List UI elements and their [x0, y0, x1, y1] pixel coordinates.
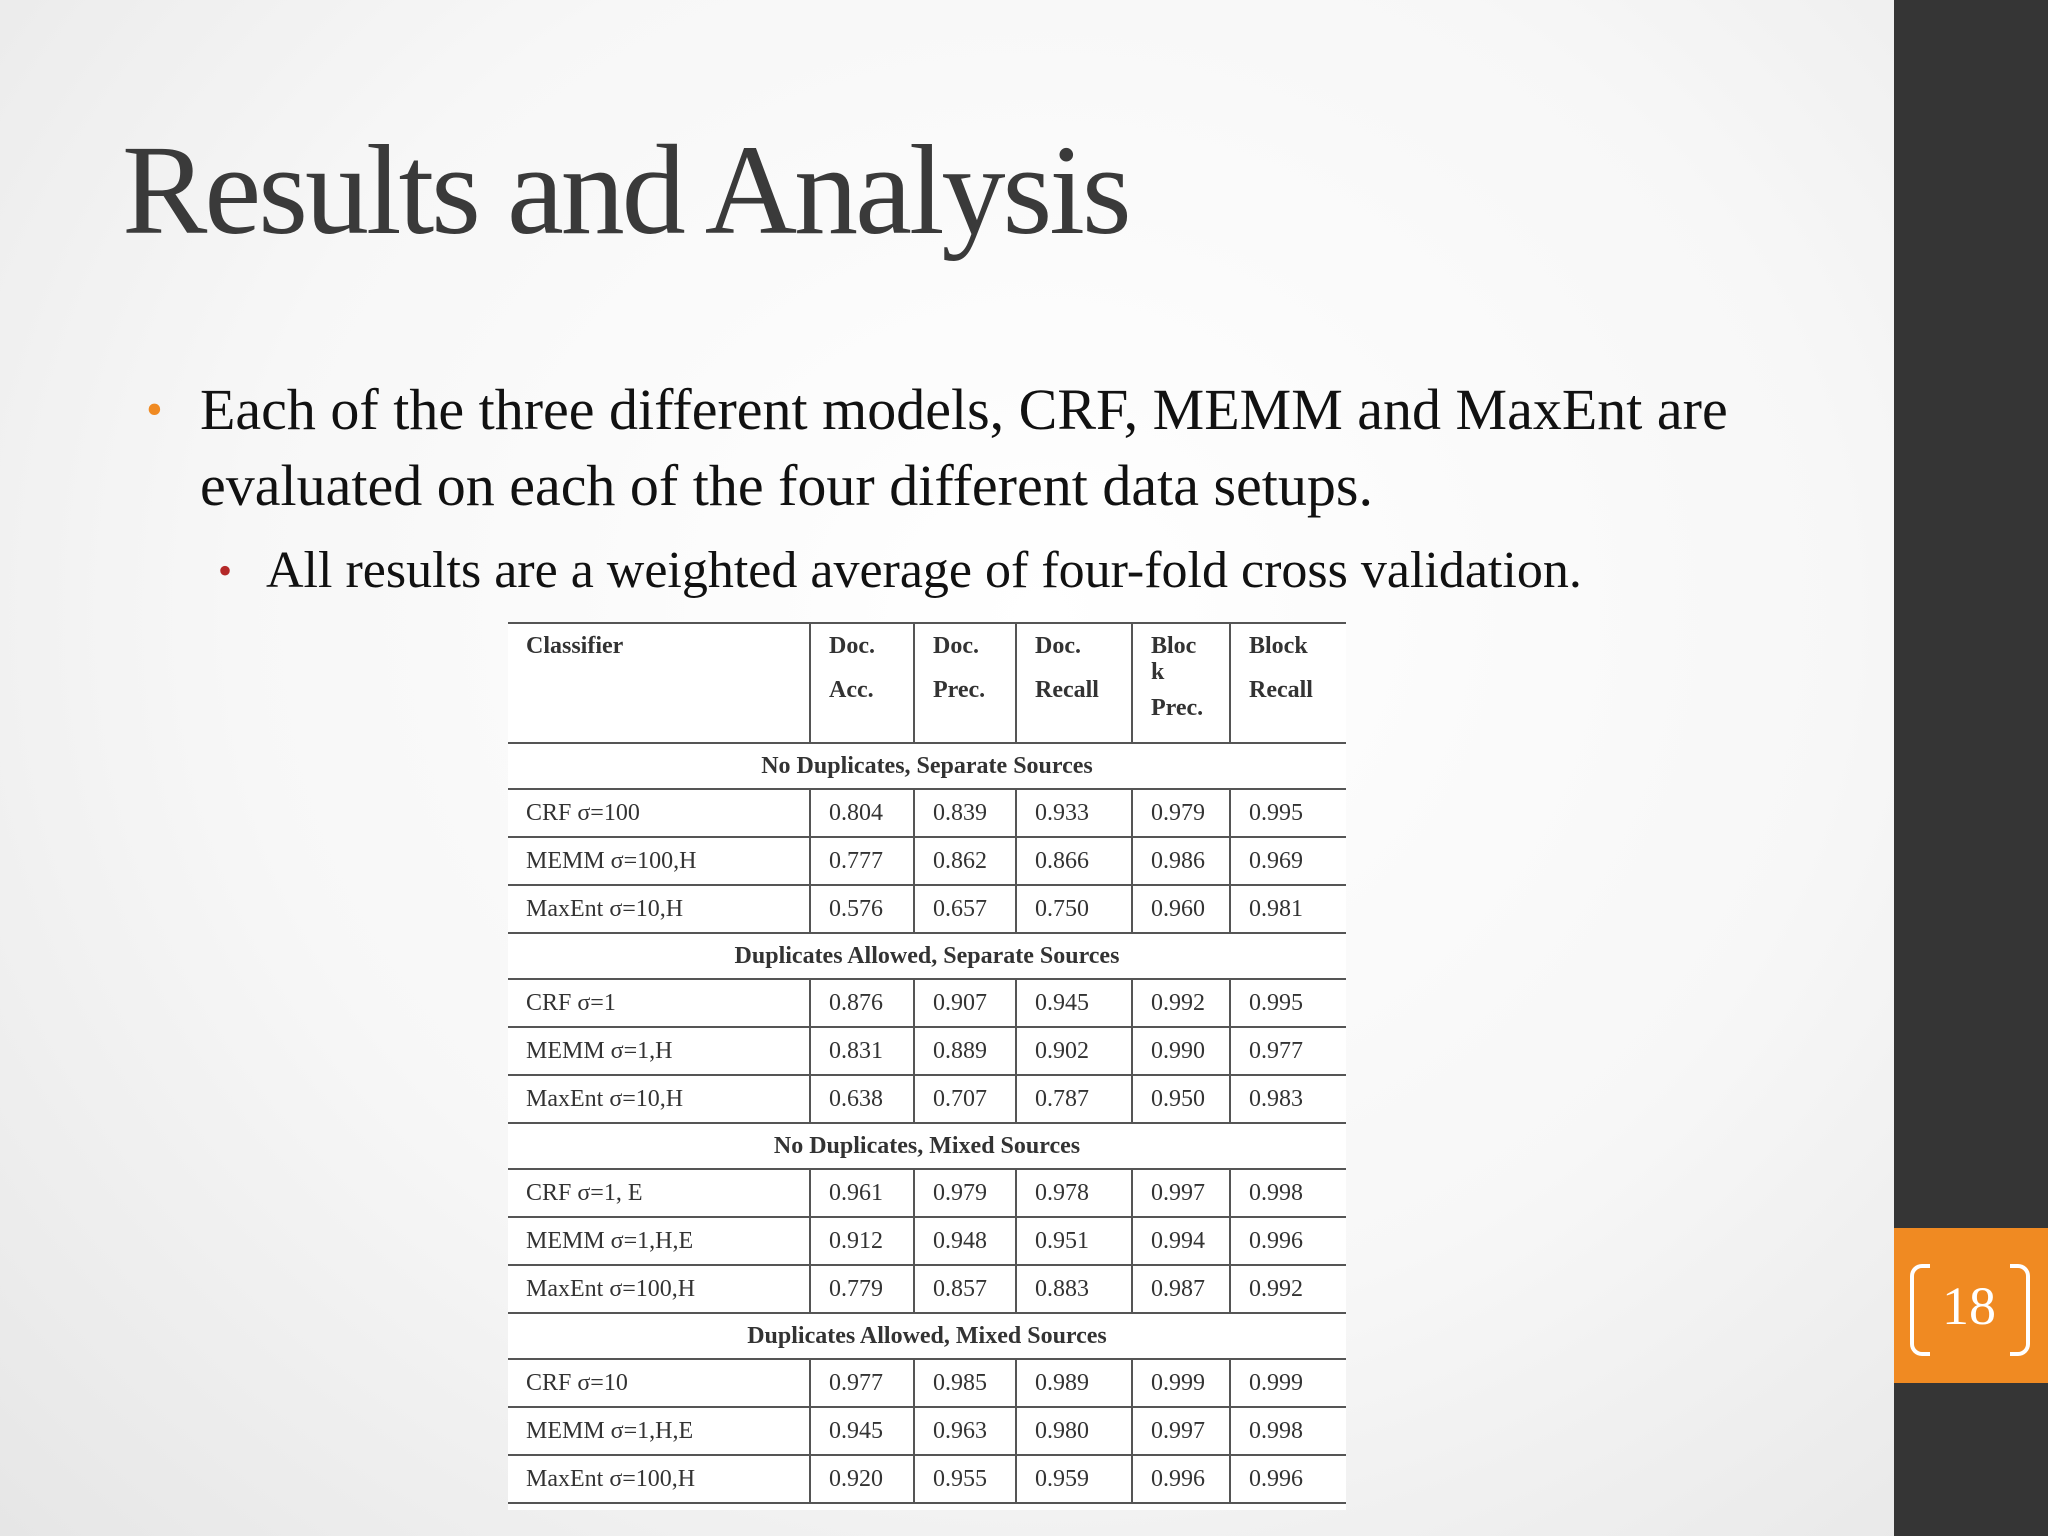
metric-cell: 0.945 [1016, 979, 1132, 1027]
metric-cell: 0.787 [1016, 1075, 1132, 1123]
classifier-cell: MaxEnt σ=100,H [508, 1265, 810, 1313]
metric-cell: 0.839 [914, 789, 1016, 837]
table-row [508, 1169, 1346, 1217]
classifier-cell: CRF σ=100 [508, 789, 810, 837]
table-row [508, 885, 1346, 933]
metric-cell: 0.997 [1132, 1169, 1230, 1217]
right-bracket-icon [2010, 1264, 2030, 1356]
metric-cell: 0.638 [810, 1075, 914, 1123]
metric-cell: 0.969 [1230, 837, 1346, 885]
metric-cell: 0.980 [1016, 1407, 1132, 1455]
classifier-cell: CRF σ=1 [508, 979, 810, 1027]
metric-cell: 0.707 [914, 1075, 1016, 1123]
table-row [508, 1407, 1346, 1455]
metric-cell: 0.889 [914, 1027, 1016, 1075]
bullet-icon: • [146, 383, 163, 436]
metric-cell: 0.992 [1230, 1265, 1346, 1313]
metric-cell: 0.750 [1016, 885, 1132, 933]
classifier-cell: MEMM σ=100,H [508, 837, 810, 885]
metric-cell: 0.920 [810, 1455, 914, 1503]
classifier-cell: MEMM σ=1,H [508, 1027, 810, 1075]
section-title: No Duplicates, Separate Sources [508, 743, 1346, 789]
table-row [508, 1265, 1346, 1313]
metric-cell: 0.912 [810, 1217, 914, 1265]
classifier-cell: MEMM σ=1,H,E [508, 1407, 810, 1455]
bullet-point: Each of the three different models, CRF, MEMM and MaxEnt are evaluated on each of the four different data setups. [200, 377, 1728, 518]
classifier-cell: CRF σ=10 [508, 1359, 810, 1407]
results-table [508, 622, 1346, 1504]
section-title: Duplicates Allowed, Mixed Sources [508, 1313, 1346, 1359]
section-header-row [508, 743, 1346, 789]
metric-cell: 0.977 [1230, 1027, 1346, 1075]
section-title: Duplicates Allowed, Separate Sources [508, 933, 1346, 979]
metric-cell: 0.994 [1132, 1217, 1230, 1265]
metric-cell: 0.804 [810, 789, 914, 837]
metric-cell: 0.945 [810, 1407, 914, 1455]
metric-cell: 0.866 [1016, 837, 1132, 885]
metric-cell: 0.576 [810, 885, 914, 933]
metric-cell: 0.996 [1132, 1455, 1230, 1503]
metric-cell: 0.998 [1230, 1169, 1346, 1217]
metric-cell: 0.990 [1132, 1027, 1230, 1075]
metric-cell: 0.995 [1230, 789, 1346, 837]
classifier-cell: MaxEnt σ=10,H [508, 885, 810, 933]
metric-cell: 0.948 [914, 1217, 1016, 1265]
sub-bullet-icon: • [218, 548, 233, 593]
metric-cell: 0.986 [1132, 837, 1230, 885]
metric-cell: 0.963 [914, 1407, 1016, 1455]
table-row [508, 979, 1346, 1027]
metric-cell: 0.961 [810, 1169, 914, 1217]
section-header-row [508, 933, 1346, 979]
header-block-prec: Bloc k Prec. [1132, 623, 1230, 743]
metric-cell: 0.959 [1016, 1455, 1132, 1503]
metric-cell: 0.902 [1016, 1027, 1132, 1075]
metric-cell: 0.933 [1016, 789, 1132, 837]
metric-cell: 0.657 [914, 885, 1016, 933]
metric-cell: 0.950 [1132, 1075, 1230, 1123]
metric-cell: 0.978 [1016, 1169, 1132, 1217]
metric-cell: 0.831 [810, 1027, 914, 1075]
metric-cell: 0.951 [1016, 1217, 1132, 1265]
header-classifier: Classifier [508, 623, 810, 743]
metric-cell: 0.998 [1230, 1407, 1346, 1455]
metric-cell: 0.995 [1230, 979, 1346, 1027]
page-number: 18 [1942, 1276, 1996, 1336]
metric-cell: 0.979 [1132, 789, 1230, 837]
page-number-tab [1894, 1228, 2048, 1383]
metric-cell: 0.979 [914, 1169, 1016, 1217]
metric-cell: 0.777 [810, 837, 914, 885]
metric-cell: 0.992 [1132, 979, 1230, 1027]
metric-cell: 0.876 [810, 979, 914, 1027]
section-header-row [508, 1123, 1346, 1169]
classifier-cell: CRF σ=1, E [508, 1169, 810, 1217]
header-doc-prec: Doc. Prec. [914, 623, 1016, 743]
metric-cell: 0.989 [1016, 1359, 1132, 1407]
metric-cell: 0.977 [810, 1359, 914, 1407]
header-doc-acc: Doc. Acc. [810, 623, 914, 743]
metric-cell: 0.999 [1230, 1359, 1346, 1407]
metric-cell: 0.997 [1132, 1407, 1230, 1455]
metric-cell: 0.883 [1016, 1265, 1132, 1313]
classifier-cell: MaxEnt σ=100,H [508, 1455, 810, 1503]
table-row [508, 1027, 1346, 1075]
section-title: No Duplicates, Mixed Sources [508, 1123, 1346, 1169]
results-table-image [508, 622, 1346, 1510]
table-row [508, 1359, 1346, 1407]
sub-bullet-point: All results are a weighted average of four-fold cross validation. [266, 542, 1582, 599]
metric-cell: 0.907 [914, 979, 1016, 1027]
table-row [508, 1075, 1346, 1123]
table-row [508, 1455, 1346, 1503]
slide-title: Results and Analysis [122, 119, 1129, 261]
metric-cell: 0.999 [1132, 1359, 1230, 1407]
section-header-row [508, 1313, 1346, 1359]
metric-cell: 0.987 [1132, 1265, 1230, 1313]
metric-cell: 0.857 [914, 1265, 1016, 1313]
header-doc-recall: Doc. Recall [1016, 623, 1132, 743]
metric-cell: 0.779 [810, 1265, 914, 1313]
metric-cell: 0.985 [914, 1359, 1016, 1407]
metric-cell: 0.996 [1230, 1455, 1346, 1503]
metric-cell: 0.955 [914, 1455, 1016, 1503]
metric-cell: 0.983 [1230, 1075, 1346, 1123]
table-header-row [508, 623, 1346, 743]
metric-cell: 0.996 [1230, 1217, 1346, 1265]
table-row [508, 1217, 1346, 1265]
metric-cell: 0.981 [1230, 885, 1346, 933]
table-row [508, 837, 1346, 885]
classifier-cell: MaxEnt σ=10,H [508, 1075, 810, 1123]
table-row [508, 789, 1346, 837]
header-block-recall: Block Recall [1230, 623, 1346, 743]
classifier-cell: MEMM σ=1,H,E [508, 1217, 810, 1265]
metric-cell: 0.862 [914, 837, 1016, 885]
metric-cell: 0.960 [1132, 885, 1230, 933]
